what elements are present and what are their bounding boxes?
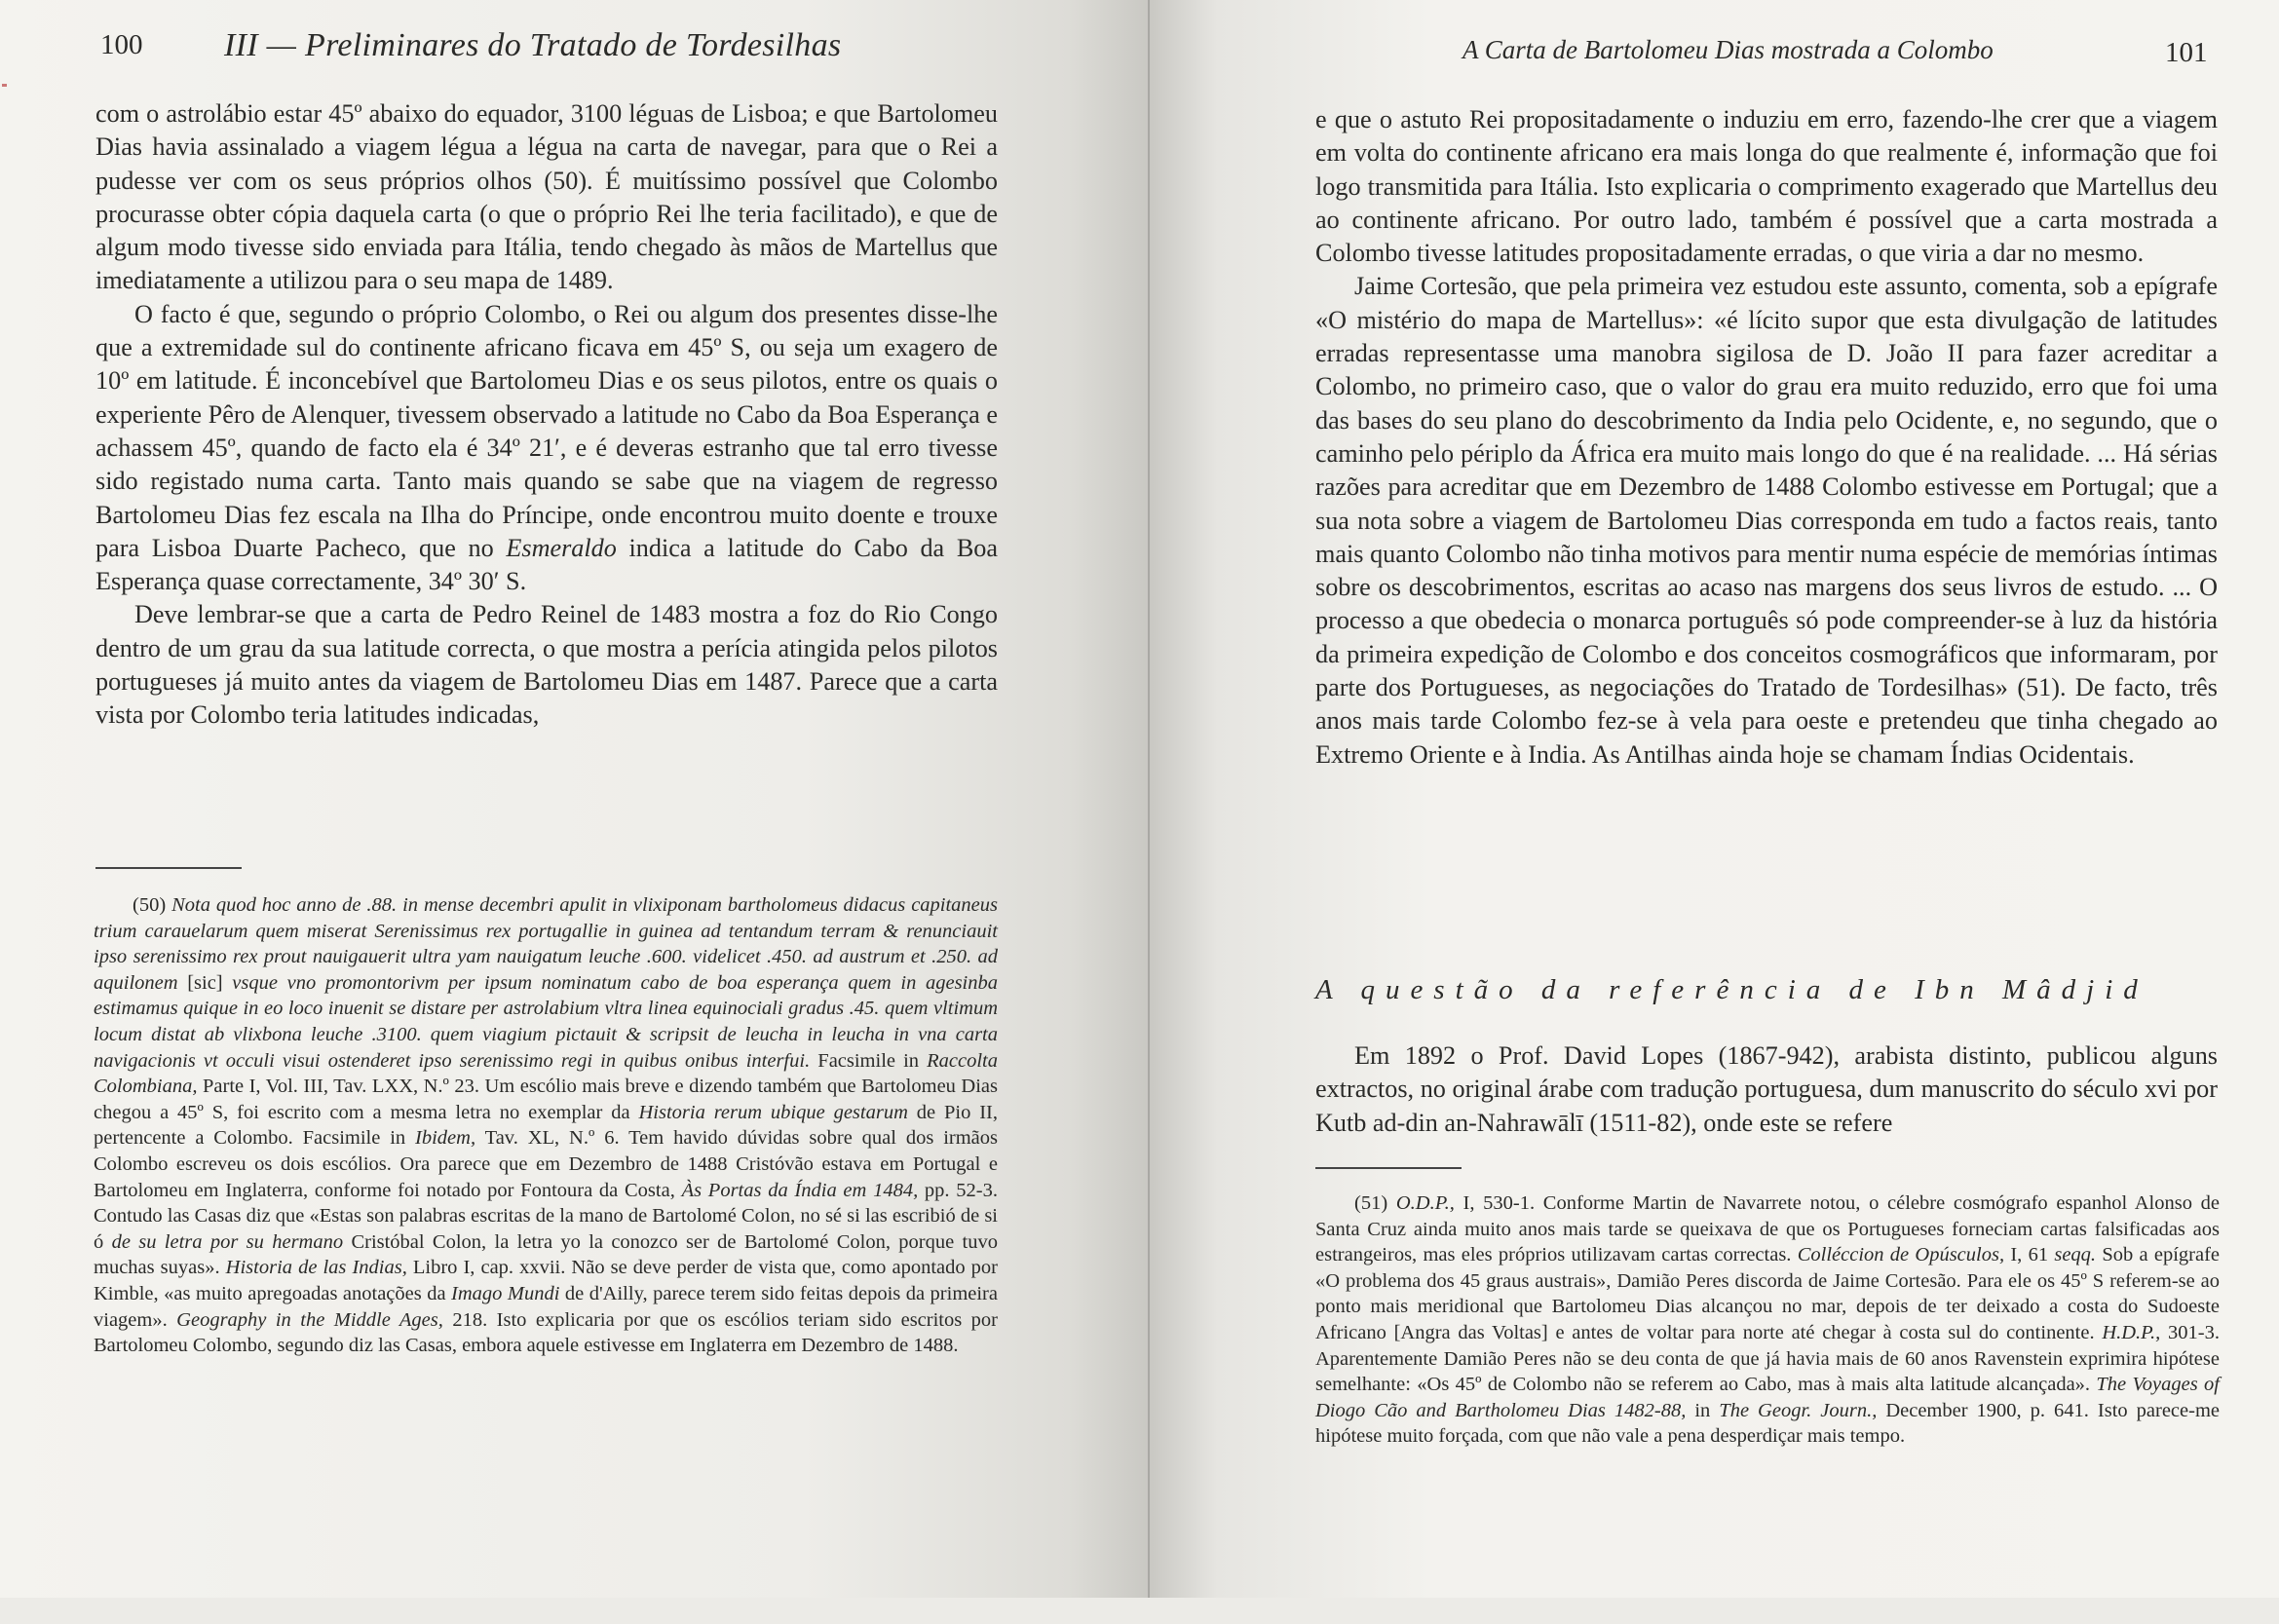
footnote-rule [1315,1167,1462,1169]
paragraph: Jaime Cortesão, que pela primeira vez estudou este assunto, comenta, sob a epígrafe «O mistério do mapa de Martellus»: «é lícito supor que esta divulgação de latitudes erradas representasse uma manobra sigilosa de D. João II para fazer acreditar a Colombo, no primeiro caso, que o valor do grau era muito reduzido, erro que foi uma das bases do seu plano do descobrimento da India pelo Ocidente, e, no segundo, que o caminho pelo périplo da África era muito mais longo do que é na realidade. ... Há sérias razões para acreditar que em Dezembro de 1488 Colombo estivesse em Portugal; que a sua nota sobre a viagem de Bartolomeu Dias corresponda em tudo a factos reais, tanto mais quanto Colombo não tinha motivos para mentir numa espécie de memórias íntimas sobre os descobrimentos, escritas ao acaso nas margens dos seus livros de estudo. ... O processo a que obedecia o monarca português só pode compreender-se à luz da história da primeira expedição de Colombo e dos conceitos cosmográficos que informaram, por parte dos Portugueses, as negociações do Tratado de Tordesilhas» (51). De facto, três anos mais tarde Colombo fez-se à vela para oeste e pretendeu que tinha chegado ao Extremo Oriente e à India. As Antilhas ainda hoje se chamam Índias Ocidentais. [1315,272,2218,769]
footnote-text-part: Libro I, cap. xxvii. Não se deve perder de vista que, como apontado por Kimble, «as muito apregoadas anotações da [94,1257,998,1304]
footnote-italic: seqq. [2054,1244,2097,1266]
footnote-mark: (50) [133,894,167,916]
section-body-text [1315,1039,2218,1140]
footnote-italic: Raccolta Colombiana, [94,1049,998,1098]
footnote-latin: Nota quod hoc anno de .88. in mense decembri apulit in vlixiponam bartholomeus didacus capitaneus trium carauelarum quem miserat Serenissimus rex portugallie in guinea ad tentandum terram & renunciauit ipso serenissimo rex prout nauigauerit ultra yam nauigatum leuche .600. videlicet .450. ad austrum et .250. ad aquilonem [94,894,999,994]
footnote-italic: Geography in the Middle Ages, [176,1308,443,1331]
footnote-italic: Colléccion de Opúsculos, [1797,1244,2005,1266]
footnote-italic: Historia de las Indias, [225,1257,407,1279]
page-number-right: 101 [2165,37,2208,68]
footnote-50 [94,892,998,1359]
footnote-italic: Historia rerum ubique gestarum [638,1101,908,1123]
paragraph: Em 1892 o Prof. David Lopes (1867-942), arabista distinto, publicou alguns extractos, no original árabe com tradução portuguesa, dum manuscrito do século xvi por Kutb ad-din an-Nahrawālī (1511-82), onde este se refere [1315,1041,2218,1137]
right-page [1150,0,2279,1624]
footnote-text-part: in [1686,1399,1720,1421]
margin-mark [2,84,7,87]
paragraph-text: O facto é que, segundo o próprio Colombo, o Rei ou algum dos presentes disse-lhe que a extremidade sul do continente africano ficava em 45º S, ou seja um exagero de 10º em latitude. É inconcebível que Bartolomeu Dias e os seus pilotos, entre os quais o experiente Pêro de Alenquer, tivessem observado a latitude no Cabo da Boa Esperança e achassem 45º, quando de facto ela é 34º 21′, e é deveras estranho que tal erro tivesse sido registado numa carta. Tanto mais quando se sabe que na viagem de regresso Bartolomeu Dias fez escala na Ilha do Príncipe, onde encontrou muito doente e trouxe para Lisboa Duarte Pacheco, que no [95,299,998,562]
paragraph: e que o astuto Rei propositadamente o induziu em erro, fazendo-lhe crer que a viagem em volta do continente africano era mais longa do que realmente é, informação que foi logo transmitida para Itália. Isto explicaria o comprimento exagerado que Martellus deu ao continente africano. Por outro lado, também é possível que a carta mostrada a Colombo tivesse latitudes propositadamente erradas, o que viria a dar no mesmo. [1315,105,2218,268]
running-head-right: A Carta de Bartolomeu Dias mostrada a Colombo [1462,35,1994,64]
footnote-italic: O.D.P., [1395,1192,1455,1214]
footnote-italic: The Geogr. Journ., [1719,1399,1878,1421]
footnote-italic: Imago Mundi [451,1282,560,1304]
footnote-51 [1315,1190,2220,1450]
footnote-italic: Às Portas da Índia em 1484, [681,1179,919,1201]
footnote-italic: H.D.P., [2102,1321,2161,1343]
footnote-text [94,892,998,1359]
footnote-text-part: Tav. XL, N.º 6. Tem havido dúvidas sobre qual dos irmãos Colombo escreveu os dois escólios. Ora parece que em Dezembro de 1488 Cristóvão estava em Portugal e Bartolomeu em Inglaterra, conforme foi notado por Fontoura da Costa, [94,1127,998,1201]
right-body-text [1315,103,2218,772]
footnote-sic: [sic] [177,971,233,994]
footnote-latin: vsque vno promontorivm per ipsum nominatum cabo de boa esperança quem in agesinba estimamus quique in eo loco inuenit se distare per astrolabium vltra linea equinociali gradus .45. quem vltimum locum distat ab vlixbona leuche .3100. quem viagium pictauit & scripsit de leucha in leucha in vna carta navigacionis vt occuli visui ostenderet ipso serenissimo regi in quibus onibus interfui. [94,971,998,1072]
footnote-text-part: Cristóbal Colon, la letra yo la conozco ser de Bartolomé Colon, porque tuvo muchas suyas». [94,1230,998,1279]
footnote-text-part: December 1900, p. 641. Isto parece-me hipótese muito forçada, com que não vale a pena desperdiçar mais tempo. [1315,1399,2220,1448]
scan-bottom-edge [0,1598,2279,1624]
italic-title: Esmeraldo [506,533,617,562]
footnote-text-part: Facsimile in [810,1049,928,1072]
paragraph-text: indica a latitude do Cabo da Boa Esperança quase correctamente, 34º 30′ S. [95,533,999,596]
footnote-text-part: 218. Isto explicaria por que os escólios teriam sido escritos por Bartolomeu Colombo, segundo diz las Casas, embora aquele estivesse em Inglaterra em Dezembro de 1488. [94,1308,998,1357]
footnote-text-part: de Pio II, pertencente a Colombo. Facsimile in [94,1101,998,1150]
page-number-left: 100 [100,29,143,60]
footnote-text-part: Parte I, Vol. III, Tav. LXX, N.º 23. Um escólio mais breve e dizendo também que Bartolomeu Dias chegou a 45º S, foi escrito com a mesma letra no exemplar da [94,1076,998,1123]
paragraph [95,298,998,599]
footnote-text-part: pp. 52-3. Contudo las Casas diz que «Estas son palabras escritas de la mano de Bartolomé Colon, no sé si las escribió de si ó [94,1179,999,1253]
footnote-text-part: 301-3. Aparentemente Damião Peres não se deu conta de que já havia mais de 60 anos Ravenstein exprimira hipótese semelhante: «Os 45º de Colombo não se referem ao Cabo, mas à mais alta latitude alcançada». [1315,1321,2220,1396]
running-head-left: III — Preliminares do Tratado de Tordesilhas [224,27,842,63]
footnote-text-part: I, 530-1. Conforme Martin de Navarrete notou, o célebre cosmógrafo espanhol Alonso de Santa Cruz ainda muito anos mais tarde se queixava de que os Portugueses forneciam cartas falsificadas aos estrangeiros, mas eles próprios utilizavam cartas correctas. [1315,1192,2221,1266]
paragraph: com o astrolábio estar 45º abaixo do equador, 3100 léguas de Lisboa; e que Bartolomeu Dias havia assinalado a viagem légua a légua na carta de navegar, para que o Rei a pudesse ver com os seus próprios olhos (50). É muitíssimo possível que Colombo procurasse obter cópia daquela carta (o que o próprio Rei lhe teria facilitado), e que de algum modo tivesse sido enviada para Itália, tendo chegado às mãos de Martellus que imediatamente a utilizou para o seu mapa de 1489. [95,99,998,295]
footnote-text-part: I, 61 [2004,1244,2055,1266]
footnote-italic: The Voyages of Diogo Cão and Bartholomeu Dias 1482-88, [1315,1374,2220,1421]
footnote-italic: Ibidem, [415,1127,476,1150]
left-body-text [95,97,998,733]
footnote-mark: (51) [1354,1192,1388,1214]
footnote-text-part: Sob a epígrafe «O problema dos 45 graus austrais», Damião Peres discorda de Jaime Cortesão. Para ele os 45º S referem-se ao ponto mais meridional que Bartolomeu Dias alcançou no mar, depois de ter deixado a costa do Sudoeste Africano [Angra das Voltas] e antes de voltar para norte até chegar à costa sul do continente. [1315,1244,2220,1343]
paragraph: Deve lembrar-se que a carta de Pedro Reinel de 1483 mostra a foz do Rio Congo dentro de um grau da sua latitude correcta, o que mostra a perícia atingida pelos pilotos portugueses já muito antes da viagem de Bartolomeu Dias em 1487. Parece que a carta vista por Colombo teria latitudes indicadas, [95,600,998,730]
section-heading: A questão da referência de Ibn Mâdjid [1315,974,2148,1005]
footnote-italic: de su letra por su hermano [111,1230,344,1253]
footnote-text-part: de d'Ailly, parece terem sido feitas depois da primeira viagem». [94,1282,998,1331]
footnote-text [1315,1190,2220,1450]
footnote-rule [95,867,242,869]
